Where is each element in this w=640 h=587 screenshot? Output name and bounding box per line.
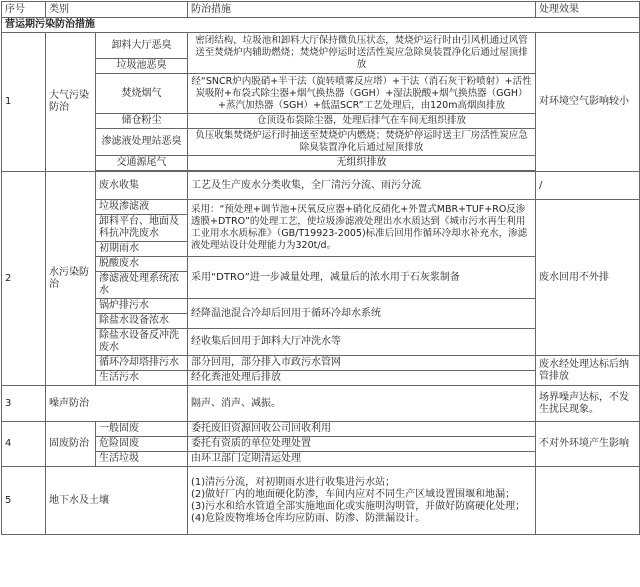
measure-cell: 无组织排放 <box>188 156 536 171</box>
measure-cell: 工艺及生产废水分类收集，全厂清污分流、雨污分流 <box>188 172 536 200</box>
measure-cell: 密闭结构，垃圾池和卸料大厅保持微负压状态，焚烧炉运行时由引风机通过风管送至焚烧炉内辅助燃烧；焚烧炉停运时送活性炭应急除臭装置净化后通过屋顶排放 <box>188 33 536 74</box>
effect-cell: 场界噪声达标，不发生扰民现象。 <box>536 386 640 422</box>
measure-cell: 采用“DTRO”进一步减量处理，减量后的浓水用于石灰浆制备 <box>188 257 536 299</box>
item-cell: 除盐水设备反冲洗废水 <box>96 329 188 356</box>
item-cell: 垃圾渗滤液 <box>96 200 188 215</box>
measure-cell: 负压收集焚烧炉运行时抽送至焚烧炉内燃烧；焚烧炉停运时送主厂房活性炭应急除臭装置净化后通过屋顶排放 <box>188 129 536 156</box>
table-row <box>2 33 640 59</box>
item-cell: 垃圾池恶臭 <box>96 59 188 74</box>
table-row <box>2 467 640 535</box>
category-cell: 固废防治 <box>46 422 96 467</box>
item-cell: 渗滤液处理站恶臭 <box>96 129 188 156</box>
effect-cell: 废水回用不外排 <box>536 200 640 356</box>
header-row <box>2 2 640 18</box>
item-cell: 循环冷却塔排污水 <box>96 356 188 371</box>
category-cell: 噪声防治 <box>46 386 188 422</box>
row-number: 3 <box>2 386 46 422</box>
item-cell: 脱酸废水 <box>96 257 188 272</box>
item-cell: 一般固废 <box>96 422 188 437</box>
measure-line: (2)做好厂内的地面硬化防渗，车间内应对不同生产区域设置围堰和地漏； <box>191 488 516 500</box>
document <box>1 1 639 585</box>
measure-cell: 由环卫部门定期清运处理 <box>188 452 536 467</box>
header-effect: 处理效果 <box>536 2 640 18</box>
item-cell: 焚烧烟气 <box>96 74 188 114</box>
item-cell: 渗滤液处理系统浓水 <box>96 272 188 299</box>
effect-cell: 不对外环境产生影响 <box>536 422 640 467</box>
measure-line: (4)危险废物堆场仓库均应防雨、防渗、防泄漏设计。 <box>191 512 426 524</box>
measure-cell: 委托废旧资源回收公司回收利用 <box>188 422 536 437</box>
measure-cell: 采用：“预处理+调节池+厌氧反应器+硝化反硝化+外置式MBR+TUF+RO反渗透膜+DTRO”的处理工艺，使垃圾渗滤液处理出水水质达到《城市污水再生利用 工业用水水质标准》（GB/T19923-2005)标准后回用作循环冷却水补充水，渗滤液处理站设计处理能力为320t/d。 <box>188 200 536 257</box>
category-cell: 水污染防治 <box>46 172 96 386</box>
row-number: 1 <box>2 33 46 172</box>
item-cell: 生活垃圾 <box>96 452 188 467</box>
category-cell: 大气污染防治 <box>46 33 96 172</box>
measure-line: (3)污水和给水管道全部实施地面化或实施明沟明管，并做好防腐硬化处理； <box>191 500 526 512</box>
row-number: 5 <box>2 467 46 535</box>
item-cell: 锅炉排污水 <box>96 299 188 314</box>
measure-cell: 经“SNCR炉内脱硝+半干法（旋转喷雾反应塔）+干法（消石灰干粉喷射）+活性炭吸附+布袋式除尘器+烟气换热器（GGH）+湿法脱酸+烟气换热器（GGH）+蒸汽加热器（SGH）+低温SCR”工艺处理后，由120m高烟囱排放 <box>188 74 536 114</box>
measure-cell: 委托有资质的单位处理处置 <box>188 437 536 452</box>
header-no: 序号 <box>2 2 46 18</box>
table-row <box>2 356 640 371</box>
effect-cell: / <box>536 172 640 200</box>
table-row <box>2 172 640 200</box>
measure-cell: 经降温池混合冷却后回用于循环冷却水系统 <box>188 299 536 329</box>
item-cell: 除盐水设备浓水 <box>96 314 188 329</box>
category-cell: 地下水及土壤 <box>46 467 188 535</box>
item-cell: 生活污水 <box>96 371 188 386</box>
table-row <box>2 386 640 422</box>
table-row <box>2 422 640 437</box>
header-measures: 防治措施 <box>188 2 536 18</box>
measure-cell: 经化粪池处理后排放 <box>188 371 536 386</box>
effect-cell <box>536 467 640 535</box>
item-cell: 交通源尾气 <box>96 156 188 171</box>
section-title: 营运期污染防治措施 <box>2 18 640 33</box>
measure-cell: 隔声、消声、减振。 <box>188 386 536 422</box>
measure-line: (1)清污分流，对初期雨水进行收集进污水站； <box>191 476 396 488</box>
row-number: 4 <box>2 422 46 467</box>
effect-cell: 对环境空气影响较小 <box>536 33 640 172</box>
section-row <box>2 18 640 33</box>
item-cell: 卸料平台、地面及科抗冲洗废水 <box>96 215 188 242</box>
measure-cell: 仓顶设布袋除尘器，处理后排气在车间无组织排放 <box>188 114 536 129</box>
item-cell: 危险固废 <box>96 437 188 452</box>
pollution-control-table <box>1 1 640 535</box>
measure-cell: 部分回用，部分排入市政污水管网 <box>188 356 536 371</box>
measure-cell <box>188 467 536 535</box>
effect-cell: 废水经处理达标后纳管排放 <box>536 356 640 386</box>
item-cell: 储仓粉尘 <box>96 114 188 129</box>
header-category: 类别 <box>46 2 188 18</box>
row-number: 2 <box>2 172 46 386</box>
item-cell: 初期雨水 <box>96 242 188 257</box>
item-cell: 卸料大厅恶臭 <box>96 33 188 59</box>
item-cell: 废水收集 <box>96 172 188 200</box>
measure-cell: 经收集后回用于卸料大厅冲洗水等 <box>188 329 536 356</box>
table-row <box>2 200 640 215</box>
